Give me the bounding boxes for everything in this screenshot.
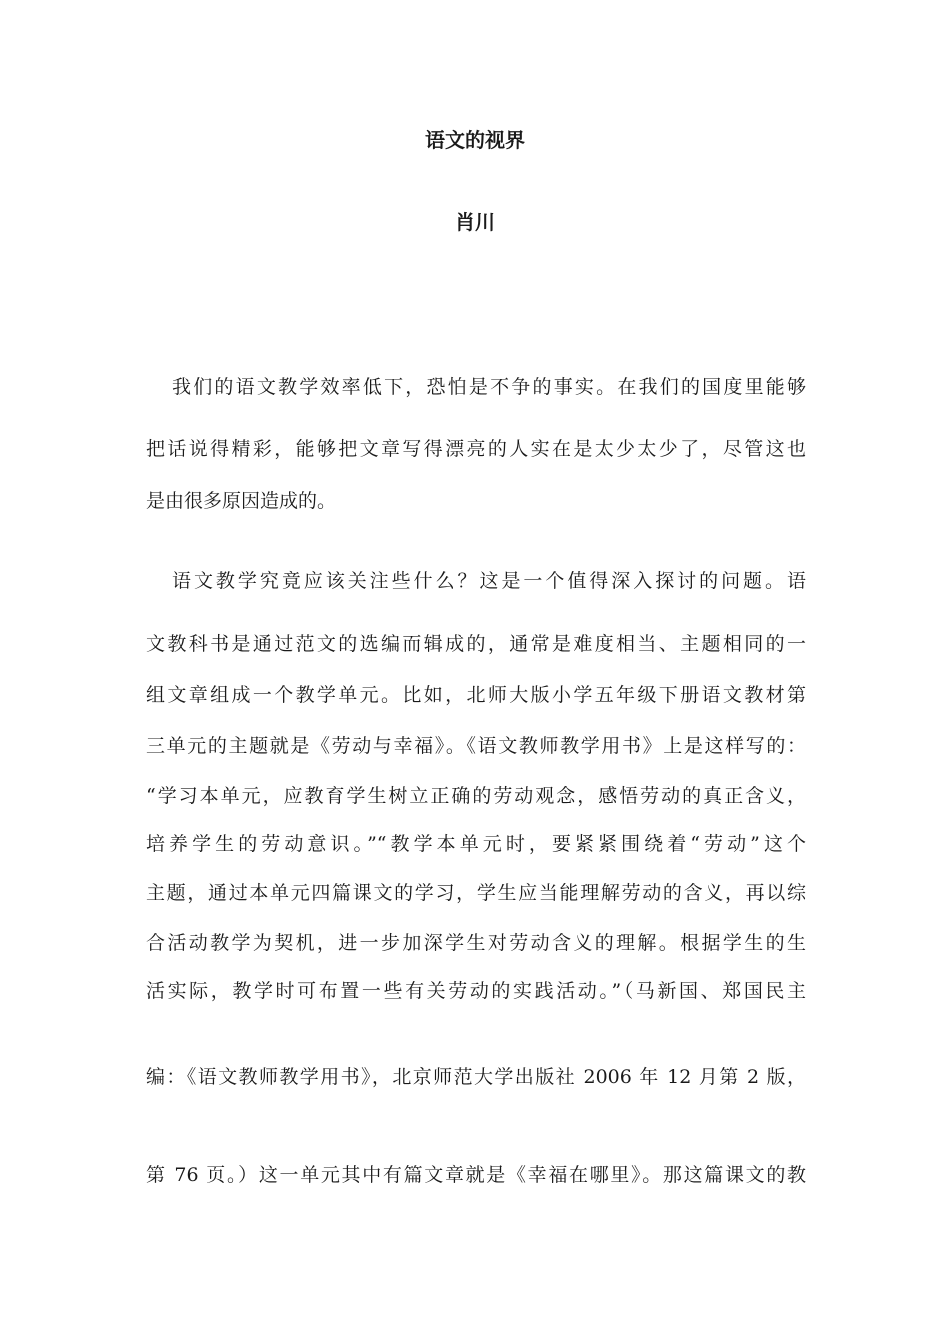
paragraph-1-line-1: 我们的语文教学效率低下，恐怕是不争的事实。在我们的国度里能够 (172, 376, 806, 398)
document-title: 语文的视界 (425, 128, 525, 152)
paragraph-2-line-11: 第 76 页。）这一单元其中有篇文章就是《幸福在哪里》。那这篇课文的教 (146, 1164, 806, 1186)
paragraph-2-line-9: 活实际，教学时可布置一些有关劳动的实践活动。”（马新国、郑国民主 (146, 980, 806, 1002)
paragraph-2-line-8: 合活动教学为契机，进一步加深学生对劳动含义的理解。根据学生的生 (146, 932, 806, 954)
paragraph-2-line-10: 编：《语文教师教学用书》，北京师范大学出版社 2006 年 12 月第 2 版， (146, 1066, 806, 1088)
paragraph-1-line-3: 是由很多原因造成的。 (146, 490, 337, 512)
paragraph-2-line-6: 培养学生的劳动意识。”“教学本单元时，要紧紧围绕着“劳动”这个 (146, 833, 806, 855)
paragraph-2-line-7: 主题，通过本单元四篇课文的学习，学生应当能理解劳动的含义，再以综 (146, 882, 806, 904)
paragraph-2-line-4: 三单元的主题就是《劳动与幸福》。《语文教师教学用书》上是这样写的： (146, 735, 806, 757)
document-author: 肖川 (455, 210, 495, 234)
paragraph-2-line-2: 文教科书是通过范文的选编而辑成的，通常是难度相当、主题相同的一 (146, 633, 806, 655)
paragraph-2-line-5: “学习本单元，应教育学生树立正确的劳动观念，感悟劳动的真正含义， (146, 785, 806, 807)
paragraph-2-line-1: 语文教学究竟应该关注些什么？这是一个值得深入探讨的问题。语 (172, 570, 806, 592)
paragraph-1-line-2: 把话说得精彩，能够把文章写得漂亮的人实在是太少太少了，尽管这也 (146, 438, 806, 460)
paragraph-2-line-3: 组文章组成一个教学单元。比如，北师大版小学五年级下册语文教材第 (146, 684, 806, 706)
